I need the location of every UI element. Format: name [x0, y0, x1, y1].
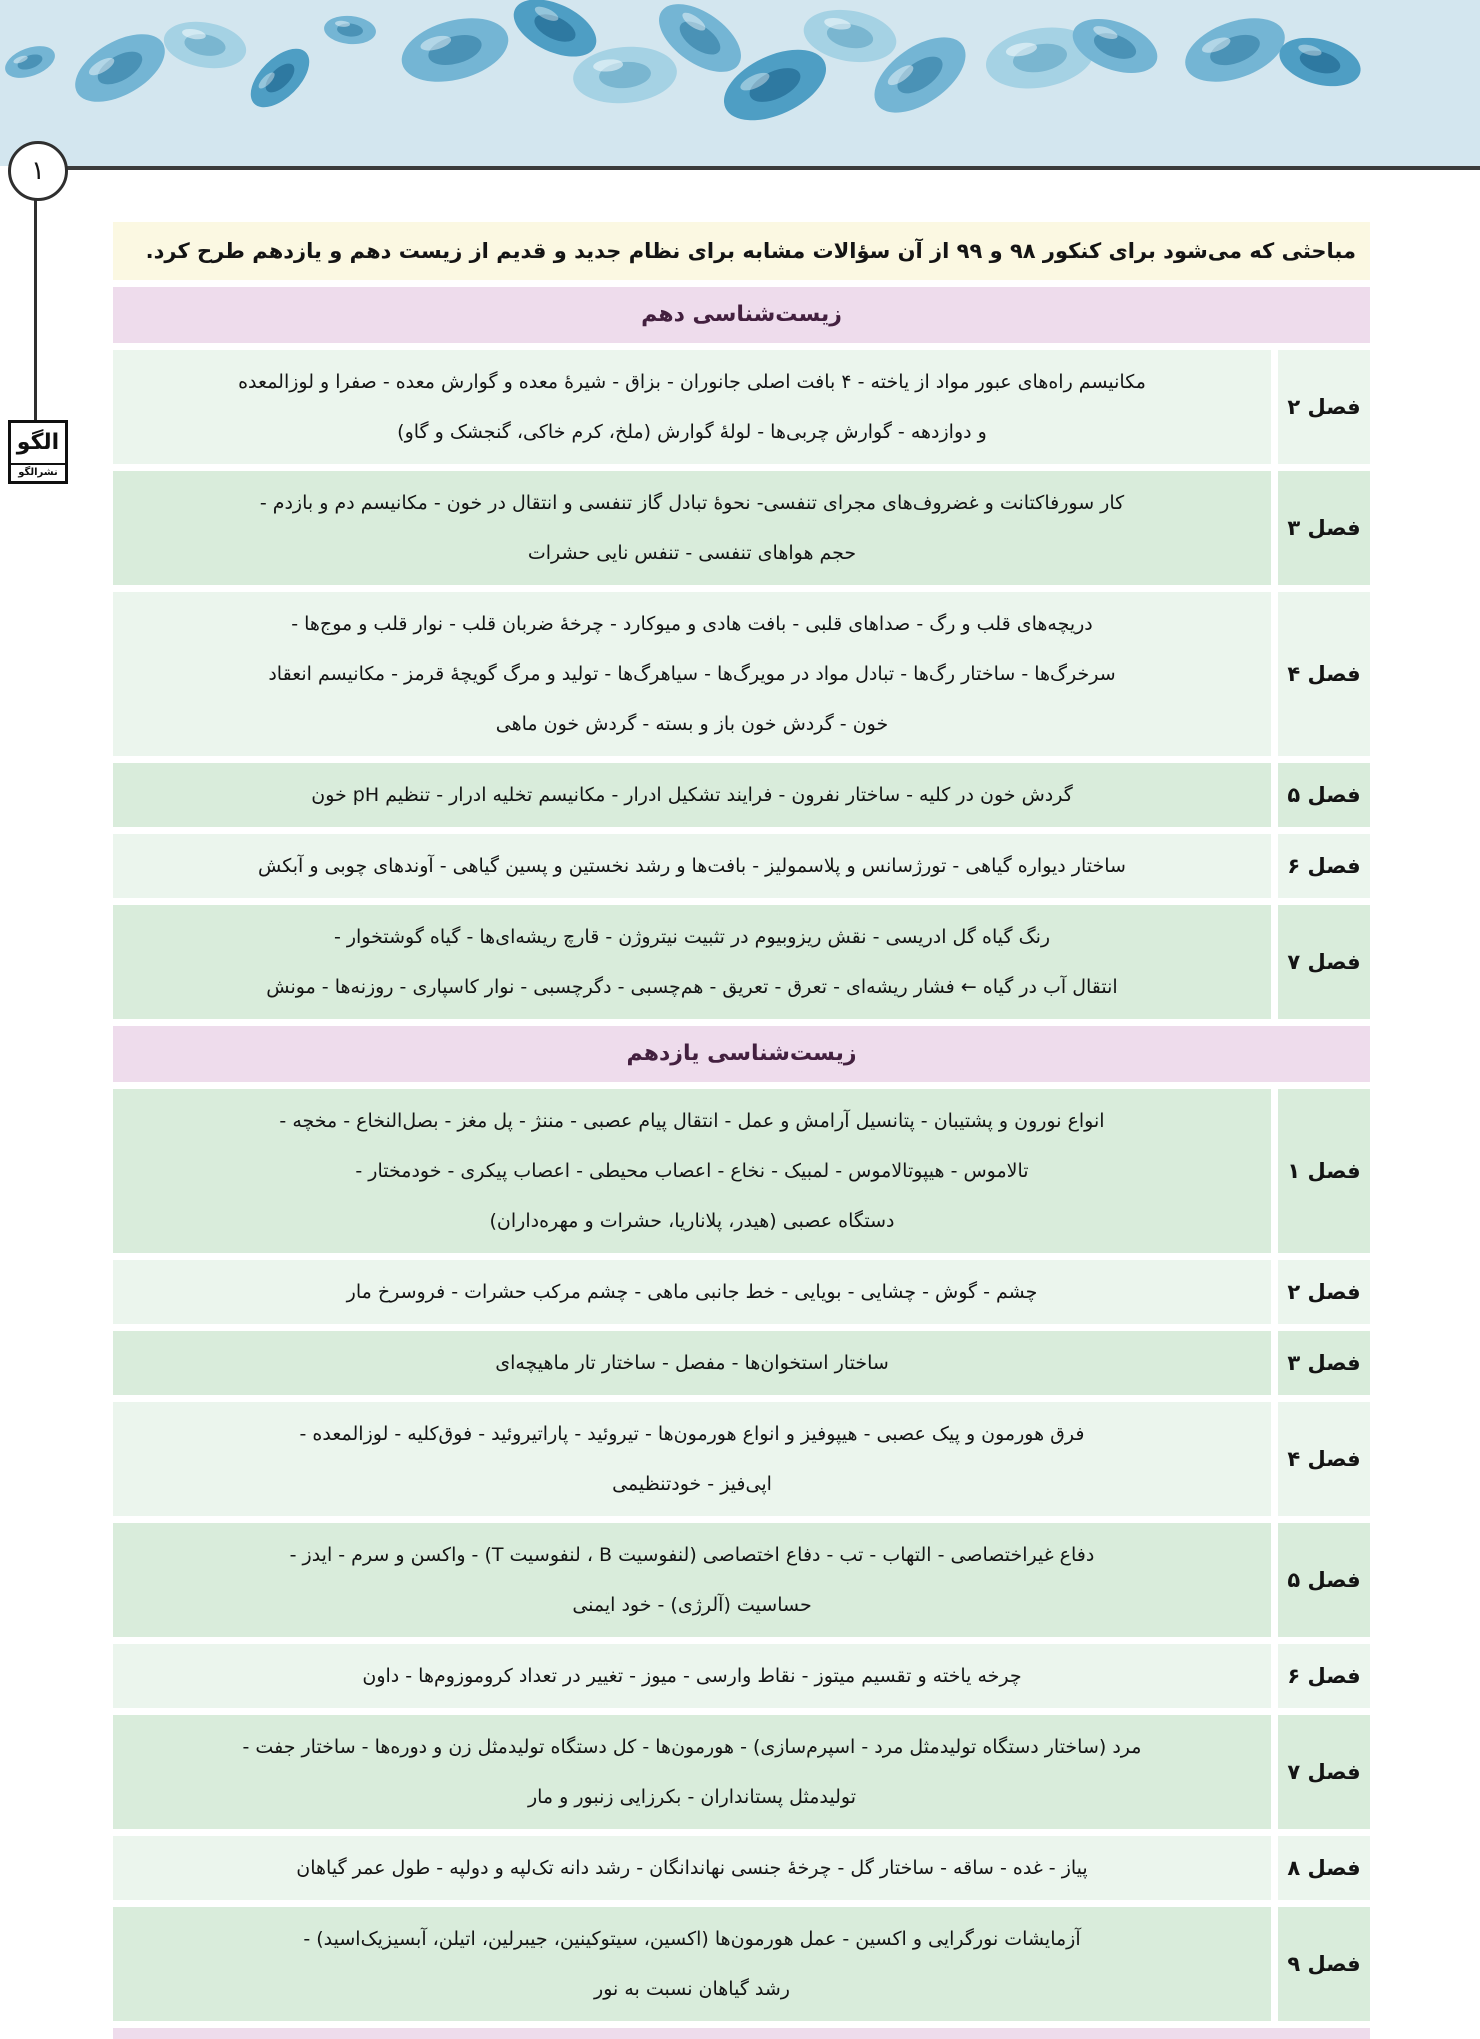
topic-cell [113, 905, 1271, 1019]
topic-line: اپی‌فیز - خودتنظیمی [612, 1473, 772, 1495]
table-row [113, 1836, 1370, 1900]
topic-line: آزمایشات نورگرایی و اکسین - عمل هورمون‌ها (اکسین، سیتوکینین، جیبرلین، اتیلن، آبسیزیک‌اسید) - [303, 1928, 1081, 1950]
topic-line: دفاع غیراختصاصی - التهاب - تب - دفاع اختصاصی (لنفوسیت B ، لنفوسیت T) - واکسن و سرم - ایدز - [289, 1544, 1095, 1566]
chapter-cell: فصل ۵ [1278, 1523, 1370, 1637]
topic-line: دستگاه عصبی (هیدر، پلاناریا، حشرات و مهره‌داران) [489, 1210, 895, 1232]
chapter-cell: فصل ۷ [1278, 905, 1370, 1019]
table-row [113, 763, 1370, 827]
table-row [113, 1523, 1370, 1637]
topic-line: ساختار دیواره گیاهی - تورژسانس و پلاسمولیز - بافت‌ها و رشد نخستین و پسین گیاهی - آوندهای چوبی و آبکش [258, 855, 1126, 877]
chapter-cell: فصل ۹ [1278, 1907, 1370, 2021]
intro-banner: مباحثی که می‌شود برای کنکور ۹۸ و ۹۹ از آن سؤالات مشابه برای نظام جدید و قدیم از زیست دهم و یازدهم طرح کرد. [113, 222, 1370, 280]
blood-cell-icon [160, 16, 250, 75]
topic-line: کار سورفاکتانت و غضروف‌های مجرای تنفسی- نحوهٔ تبادل گاز تنفسی و انتقال در خون - مکانیسم دم و بازدم - [259, 492, 1125, 514]
topic-line: انتقال آب در گیاه ← فشار ریشه‌ای - تعرق - تعریق - هم‌چسبی - دگرچسبی - نوار کاسپاری - روزنه‌ها - مونش [266, 976, 1118, 998]
blood-cells-illustration [0, 0, 1480, 166]
blood-cell-icon [1274, 30, 1366, 95]
topic-line: دریچه‌های قلب و رگ - صداهای قلبی - بافت هادی و میوکارد - چرخهٔ ضربان قلب - نوار قلب و موج‌ها - [291, 613, 1093, 635]
sections-container [113, 287, 1370, 2039]
topic-cell [113, 763, 1271, 827]
section-header: زیست‌شناسی دهم [113, 287, 1370, 343]
blood-cell-icon [395, 7, 516, 92]
table-row [113, 471, 1370, 585]
topic-line: رنگ گیاه گل ادریسی - نقش ریزوبیوم در تثبیت نیتروژن - قارچ ریشه‌ای‌ها - گیاه گوشتخوار - [333, 926, 1051, 948]
blood-cell-icon [64, 20, 176, 115]
topic-cell [113, 1523, 1271, 1637]
table-row [113, 905, 1370, 1019]
publisher-logo-glyph: الگو [16, 430, 60, 455]
topic-line: انواع نورون و پشتیبان - پتانسیل آرامش و عمل - انتقال پیام عصبی - مننژ - پل مغز - بصل‌النخاع - مخچه - [279, 1110, 1105, 1132]
chapter-cell: فصل ۶ [1278, 1644, 1370, 1708]
publisher-logo-label: نشرالگو [11, 463, 65, 481]
topic-line: سرخرگ‌ها - ساختار رگ‌ها - تبادل مواد در مویرگ‌ها - سیاهرگ‌ها - تولید و مرگ گویچهٔ قرمز - مکانیسم انعقاد [268, 663, 1116, 685]
topic-cell [113, 1907, 1271, 2021]
blood-cell-icon [323, 14, 377, 46]
topic-line: گردش خون در کلیه - ساختار نفرون - فرایند تشکیل ادرار - مکانیسم تخلیه ادرار - تنظیم pH خون [311, 784, 1073, 806]
blood-cell-icon [1177, 6, 1294, 94]
topic-line: تالاموس - هیپوتالاموس - لمبیک - نخاع - اعصاب محیطی - اعصاب پیکری - خودمختار - [355, 1160, 1029, 1182]
topics-table [113, 222, 1370, 2039]
blood-cell-icon [240, 38, 319, 117]
topic-line: تولیدمثل پستانداران - بکرزایی زنبور و مار [527, 1786, 857, 1808]
topic-cell [113, 1089, 1271, 1253]
topic-line: چشم - گوش - چشایی - بویایی - خط جانبی ماهی - چشم مرکب حشرات - فروسرخ مار [346, 1281, 1038, 1303]
page-rule-line [62, 166, 1480, 170]
section-header: زیست‌شناسی یازدهم [113, 1026, 1370, 1082]
chapter-cell: فصل ۸ [1278, 1836, 1370, 1900]
chapter-cell: فصل ۲ [1278, 350, 1370, 464]
chapter-cell: فصل ۱ [1278, 1089, 1370, 1253]
publisher-logo [8, 420, 68, 484]
topic-cell [113, 834, 1271, 898]
chapter-cell: فصل ۷ [1278, 1715, 1370, 1829]
topic-cell [113, 350, 1271, 464]
table-row [113, 350, 1370, 464]
table-row [113, 1715, 1370, 1829]
chapter-cell: فصل ۴ [1278, 1402, 1370, 1516]
topic-line: مکانیسم راه‌های عبور مواد از یاخته - ۴ بافت اصلی جانوران - بزاق - شیرهٔ معده و گوارش معده - صفرا و لوزالمعده [238, 371, 1146, 393]
topic-line: مرد (ساختار دستگاه تولیدمثل مرد - اسپرم‌سازی) - هورمون‌ها - کل دستگاه تولیدمثل زن و دوره‌ها - ساختار جفت - [242, 1736, 1142, 1758]
topic-cell [113, 1644, 1271, 1708]
blood-cells-banner [0, 0, 1480, 166]
table-row [113, 1260, 1370, 1324]
topic-cell [113, 1331, 1271, 1395]
topic-cell [113, 471, 1271, 585]
table-row [113, 1907, 1370, 2021]
page-number: ۱ [31, 156, 45, 186]
chapter-cell: فصل ۳ [1278, 471, 1370, 585]
chapter-cell: فصل ۴ [1278, 592, 1370, 756]
table-row [113, 1644, 1370, 1708]
table-row [113, 1402, 1370, 1516]
chapter-cell: فصل ۵ [1278, 763, 1370, 827]
next-section-strip [113, 2028, 1370, 2039]
topic-line: پیاز - غده - ساقه - ساختار گل - چرخهٔ جنسی نهاندانگان - رشد دانه تک‌لپه و دولپه - طول عمر گیاهان [296, 1857, 1088, 1879]
chapter-cell: فصل ۶ [1278, 834, 1370, 898]
topic-cell [113, 592, 1271, 756]
table-row [113, 1089, 1370, 1253]
topic-line: حساسیت (آلرژی) - خود ایمنی [572, 1594, 812, 1616]
chapter-cell: فصل ۲ [1278, 1260, 1370, 1324]
topic-cell [113, 1402, 1271, 1516]
topic-line: فرق هورمون و پیک عصبی - هیپوفیز و انواع هورمون‌ها - تیروئید - پاراتیروئید - فوق‌کلیه - لوزالمعده - [299, 1423, 1085, 1445]
table-row [113, 834, 1370, 898]
topic-line: ساختار استخوان‌ها - مفصل - ساختار تار ماهیچه‌ای [495, 1352, 889, 1374]
page-number-badge [8, 141, 68, 201]
topic-line: چرخه یاخته و تقسیم میتوز - نقاط وارسی - میوز - تغییر در تعداد کروموزوم‌ها - داون [362, 1665, 1022, 1687]
chapter-cell: فصل ۳ [1278, 1331, 1370, 1395]
topic-line: و دوازدهه - گوارش چربی‌ها - لولهٔ گوارش (ملخ، کرم خاکی، گنجشک و گاو) [397, 421, 987, 443]
table-row [113, 592, 1370, 756]
topic-line: خون - گردش خون باز و بسته - گردش خون ماهی [495, 713, 889, 735]
table-row [113, 1331, 1370, 1395]
blood-cell-icon [1, 40, 59, 84]
topic-cell [113, 1836, 1271, 1900]
topic-line: حجم هواهای تنفسی - تنفس نایی حشرات [527, 542, 857, 564]
topic-line: رشد گیاهان نسبت به نور [594, 1978, 790, 2000]
vertical-connector-line [34, 197, 37, 420]
topic-cell [113, 1260, 1271, 1324]
topic-cell [113, 1715, 1271, 1829]
